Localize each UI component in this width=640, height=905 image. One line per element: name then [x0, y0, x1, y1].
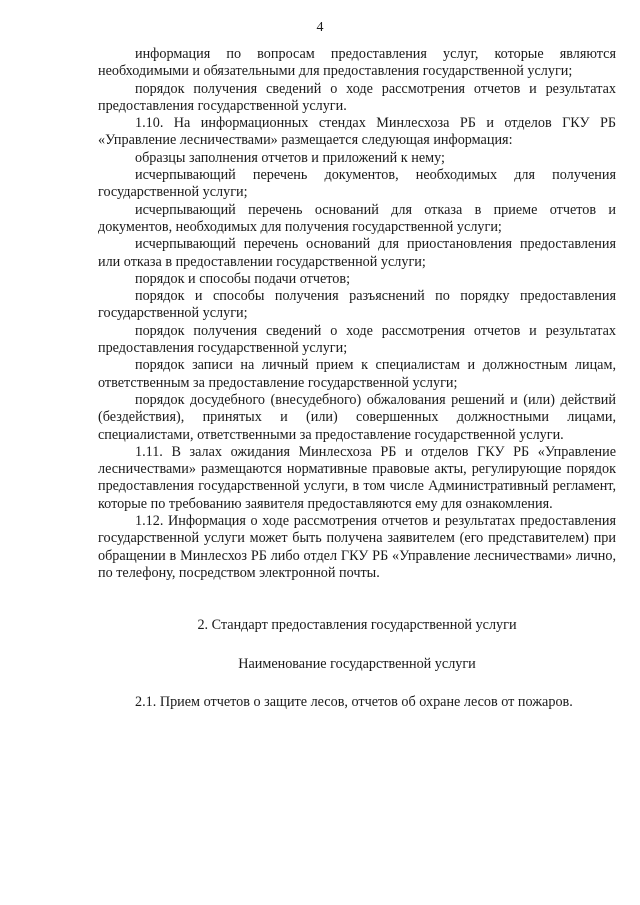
paragraph-1-11: 1.11. В залах ожидания Минлесхоза РБ и отделов ГКУ РБ «Управление лесничествами» размещаются нормативные правовые акты, регулирующие порядок предоставления государственной услуги, в том числе Административный регламент, которые по требованию заявителя предоставляются ему для ознакомления. [98, 443, 616, 512]
subheading: Наименование государственной услуги [238, 655, 476, 672]
paragraph: порядок и способы получения разъяснений по порядку предоставления государственной услуги; [98, 288, 616, 322]
document-body [98, 46, 616, 711]
paragraph: информация по вопросам предоставления услуг, которые являются необходимыми и обязательными для предоставления государственной услуги; [98, 46, 616, 80]
page-number: 4 [316, 20, 324, 35]
paragraph-1-10: 1.10. На информационных стендах Минлесхоза РБ и отделов ГКУ РБ «Управление лесничествами» размещается следующая информация: [98, 115, 616, 149]
paragraph: порядок досудебного (внесудебного) обжалования решений и (или) действий (бездействия), принятых и (или) совершенных должностными лицами, специалистами, ответственными за предоставление государственной услуги. [98, 391, 616, 443]
paragraph: порядок и способы подачи отчетов; [135, 270, 351, 287]
paragraph: порядок получения сведений о ходе рассмотрения отчетов и результатах предоставления государственной услуги; [98, 322, 616, 357]
paragraph: порядок получения сведений о ходе рассмотрения отчетов и результатах предоставления государственной услуги. [98, 80, 616, 114]
paragraph: образцы заполнения отчетов и приложений к нему; [135, 149, 445, 166]
paragraph: порядок записи на личный прием к специалистам и должностным лицам, ответственным за предоставление государственной услуги; [98, 357, 616, 391]
paragraph: исчерпывающий перечень оснований для отказа в приеме отчетов и документов, необходимых для получения государственной услуги; [98, 201, 616, 235]
paragraph: исчерпывающий перечень оснований для приостановления предоставления или отказа в предоставлении государственной услуги; [98, 236, 616, 270]
paragraph: исчерпывающий перечень документов, необходимых для получения государственной услуги; [98, 167, 616, 201]
paragraph-1-12: 1.12. Информация о ходе рассмотрения отчетов и результатах предоставления государственной услуги может быть получена заявителем (его представителем) при обращении в Минлесхоз РБ либо отдел ГКУ РБ «Управление лесничествами» лично, по телефону, посредством электронной почты. [98, 513, 616, 581]
paragraph-2-1: 2.1. Прием отчетов о защите лесов, отчетов об охране лесов от пожаров. [135, 693, 573, 710]
section-heading: 2. Стандарт предоставления государственной услуги [197, 617, 517, 634]
